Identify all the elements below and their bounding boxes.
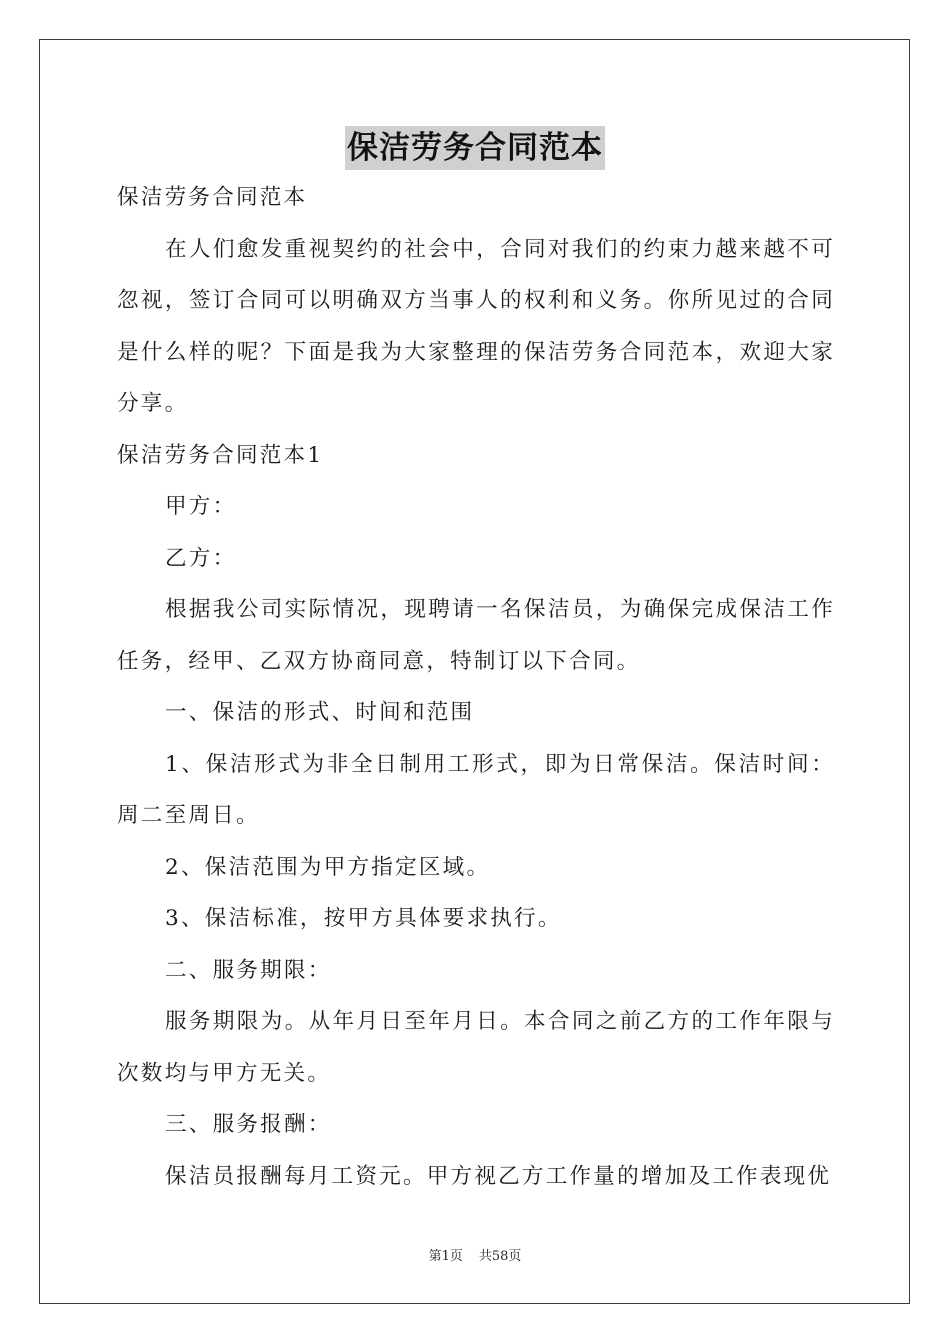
document-body bbox=[117, 172, 835, 1202]
paragraph: 服务期限为。从年月日至年月日。本合同之前乙方的工作年限与次数均与甲方无关。 bbox=[117, 1009, 835, 1086]
paragraph: 保洁劳务合同范本 bbox=[117, 185, 308, 210]
party-a-line: 甲方： bbox=[165, 494, 237, 519]
page-total: 共58页 bbox=[478, 1249, 522, 1264]
paragraph: 在人们愈发重视契约的社会中，合同对我们的约束力越来越不可忽视，签订合同可以明确双方当事人的权利和义务。你所见过的合同是什么样的呢？下面是我为大家整理的保洁劳务合同范本，欢迎大家分享。 bbox=[117, 236, 835, 416]
page-footer bbox=[0, 1248, 950, 1266]
document-title: 保洁劳务合同范本 bbox=[345, 126, 605, 170]
clause-heading: 二、服务期限： bbox=[165, 957, 332, 983]
section-heading: 保洁劳务合同范本1 bbox=[117, 442, 324, 468]
paragraph: 保洁员报酬每月工资元。甲方视乙方工作量的增加及工作表现优 bbox=[165, 1163, 832, 1189]
party-b-line: 乙方： bbox=[165, 545, 237, 571]
paragraph: 根据我公司实际情况，现聘请一名保洁员，为确保完成保洁工作任务，经甲、乙双方协商同意，特制订以下合同。 bbox=[117, 597, 835, 674]
clause-item: 3、保洁标准，按甲方具体要求执行。 bbox=[165, 906, 562, 931]
title-wrap bbox=[0, 126, 950, 170]
clause-heading: 一、保洁的形式、时间和范围 bbox=[165, 700, 475, 725]
clause-item: 1、保洁形式为非全日制用工形式，即为日常保洁。保洁时间：周二至周日。 bbox=[117, 751, 835, 828]
page-number: 第1页 bbox=[428, 1249, 463, 1264]
clause-item: 2、保洁范围为甲方指定区域。 bbox=[165, 854, 491, 880]
clause-heading: 三、服务报酬： bbox=[165, 1112, 332, 1137]
